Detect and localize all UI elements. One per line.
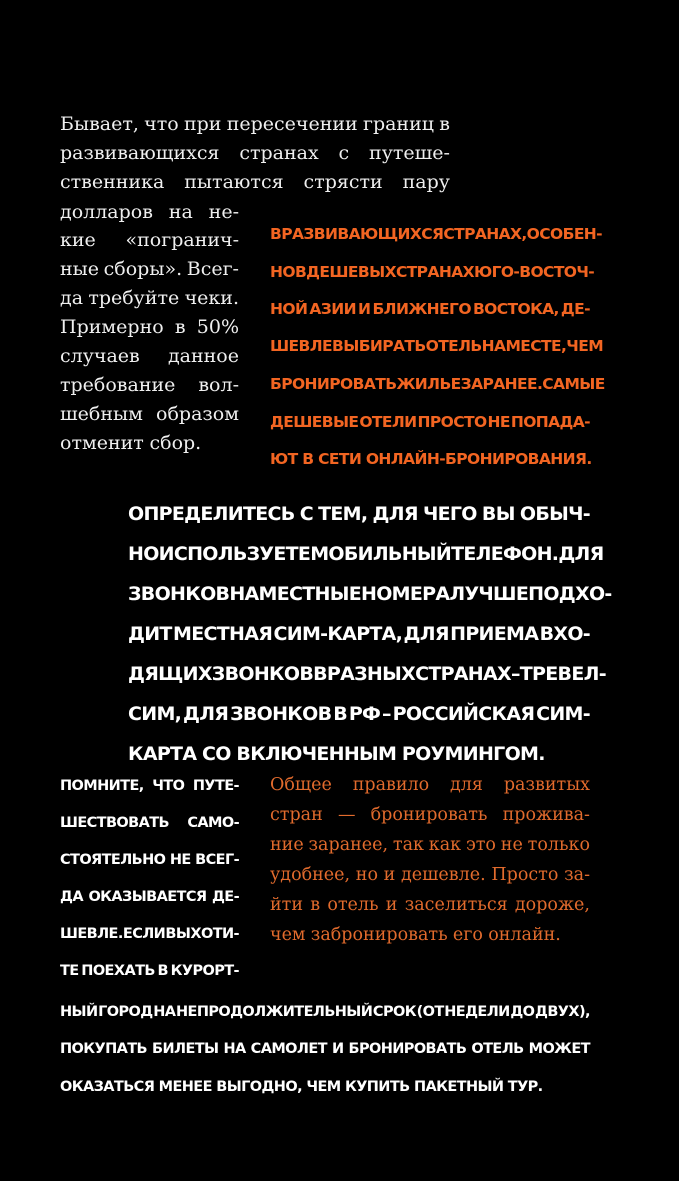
customs-note-line: ственника пытаются стрясти пару bbox=[60, 171, 450, 193]
sim-card-tip-line: КАРТА СО ВКЛЮЧЕННЫМ РОУМИНГОМ. bbox=[128, 743, 545, 765]
customs-note-line: ные сборы». Всег- bbox=[60, 258, 239, 280]
customs-note-line: развивающихся странах с путеше- bbox=[60, 142, 450, 164]
package-tour-tip-line: ПОМНИТЕ, ЧТО ПУТЕ- bbox=[60, 778, 239, 794]
customs-note-line: шебным образом bbox=[60, 403, 239, 425]
package-tour-tip-line: ПОКУПАТЬ БИЛЕТЫ НА САМОЛЕТ И БРОНИРОВАТЬ ОТЕЛЬ МОЖЕТ bbox=[60, 1041, 590, 1057]
sim-card-tip-line: ОПРЕДЕЛИТЕСЬ С ТЕМ, ДЛЯ ЧЕГО ВЫ ОБЫЧ- bbox=[128, 503, 590, 525]
developed-countries-rule-line: чем забронировать его онлайн. bbox=[270, 925, 561, 945]
sim-card-tip-line: ДИТ МЕСТНАЯ СИМ-КАРТА, ДЛЯ ПРИЕМА ВХО- bbox=[128, 623, 590, 645]
hotel-on-site-tip-line: ЮТ В СЕТИ ОНЛАЙН-БРОНИРОВАНИЯ. bbox=[270, 450, 592, 468]
developed-countries-rule-line: Общее правило для развитых bbox=[270, 775, 590, 795]
hotel-on-site-tip-line: В РАЗВИВАЮЩИХСЯ СТРАНАХ, ОСОБЕН- bbox=[270, 225, 603, 243]
sim-card-tip-line: СИМ, ДЛЯ ЗВОНКОВ В РФ – РОССИЙСКАЯ СИМ- bbox=[128, 703, 590, 725]
customs-note-line: кие «погранич- bbox=[60, 229, 239, 251]
customs-note-line: долларов на не- bbox=[60, 201, 239, 223]
customs-note-line: случаев данное bbox=[60, 345, 239, 367]
customs-note-line: Примерно в 50% bbox=[60, 316, 239, 338]
developed-countries-rule-line: ние заранее, так как это не только bbox=[270, 835, 590, 855]
package-tour-tip-line: ШЕВЛЕ. ЕСЛИ ВЫ ХОТИ- bbox=[60, 926, 239, 942]
hotel-on-site-tip-line: НОЙ АЗИИ И БЛИЖНЕГО ВОСТОКА, ДЕ- bbox=[270, 300, 590, 318]
customs-note-line: Бывает, что при пересечении границ в bbox=[60, 113, 450, 135]
customs-note-line: отменит сбор. bbox=[60, 432, 202, 454]
package-tour-tip-line: ОКАЗАТЬСЯ МЕНЕЕ ВЫГОДНО, ЧЕМ КУПИТЬ ПАКЕТНЫЙ ТУР. bbox=[60, 1079, 543, 1095]
sim-card-tip-line: ЗВОНКОВ НА МЕСТНЫЕ НОМЕРА ЛУЧШЕ ПОДХО- bbox=[128, 583, 612, 605]
developed-countries-rule-line: йти в отель и заселиться дороже, bbox=[270, 895, 590, 915]
hotel-on-site-tip-line: ШЕВЛЕ ВЫБИРАТЬ ОТЕЛЬ НА МЕСТЕ, ЧЕМ bbox=[270, 337, 604, 355]
sim-card-tip-line: ДЯЩИХ ЗВОНКОВ В РАЗНЫХ СТРАНАХ – ТРЕВЕЛ- bbox=[128, 663, 606, 685]
developed-countries-rule-line: удобнее, но и дешевле. Просто за- bbox=[270, 865, 590, 885]
package-tour-tip-line: ТЕ ПОЕХАТЬ В КУРОРТ- bbox=[60, 963, 239, 979]
hotel-on-site-tip-line: НО В ДЕШЕВЫХ СТРАНАХ ЮГО-ВОСТОЧ- bbox=[270, 263, 595, 281]
sim-card-tip-line: НО ИСПОЛЬЗУЕТЕ МОБИЛЬНЫЙ ТЕЛЕФОН. ДЛЯ bbox=[128, 543, 604, 565]
customs-note-line: требование вол- bbox=[60, 374, 239, 396]
package-tour-tip-line: СТОЯТЕЛЬНО НЕ ВСЕГ- bbox=[60, 852, 239, 868]
developed-countries-rule-line: стран — бронировать прожива- bbox=[270, 805, 590, 825]
customs-note-line: да требуйте чеки. bbox=[60, 287, 239, 309]
hotel-on-site-tip-line: БРОНИРОВАТЬ ЖИЛЬЕ ЗАРАНЕЕ. САМЫЕ bbox=[270, 375, 605, 393]
package-tour-tip-line: НЫЙ ГОРОД НА НЕПРОДОЛЖИТЕЛЬНЫЙ СРОК (ОТ НЕДЕЛИ ДО ДВУХ), bbox=[60, 1004, 590, 1020]
package-tour-tip-line: ДА ОКАЗЫВАЕТСЯ ДЕ- bbox=[60, 889, 239, 905]
hotel-on-site-tip-line: ДЕШЕВЫЕ ОТЕЛИ ПРОСТО НЕ ПОПАДА- bbox=[270, 413, 590, 431]
package-tour-tip-line: ШЕСТВОВАТЬ САМО- bbox=[60, 815, 239, 831]
